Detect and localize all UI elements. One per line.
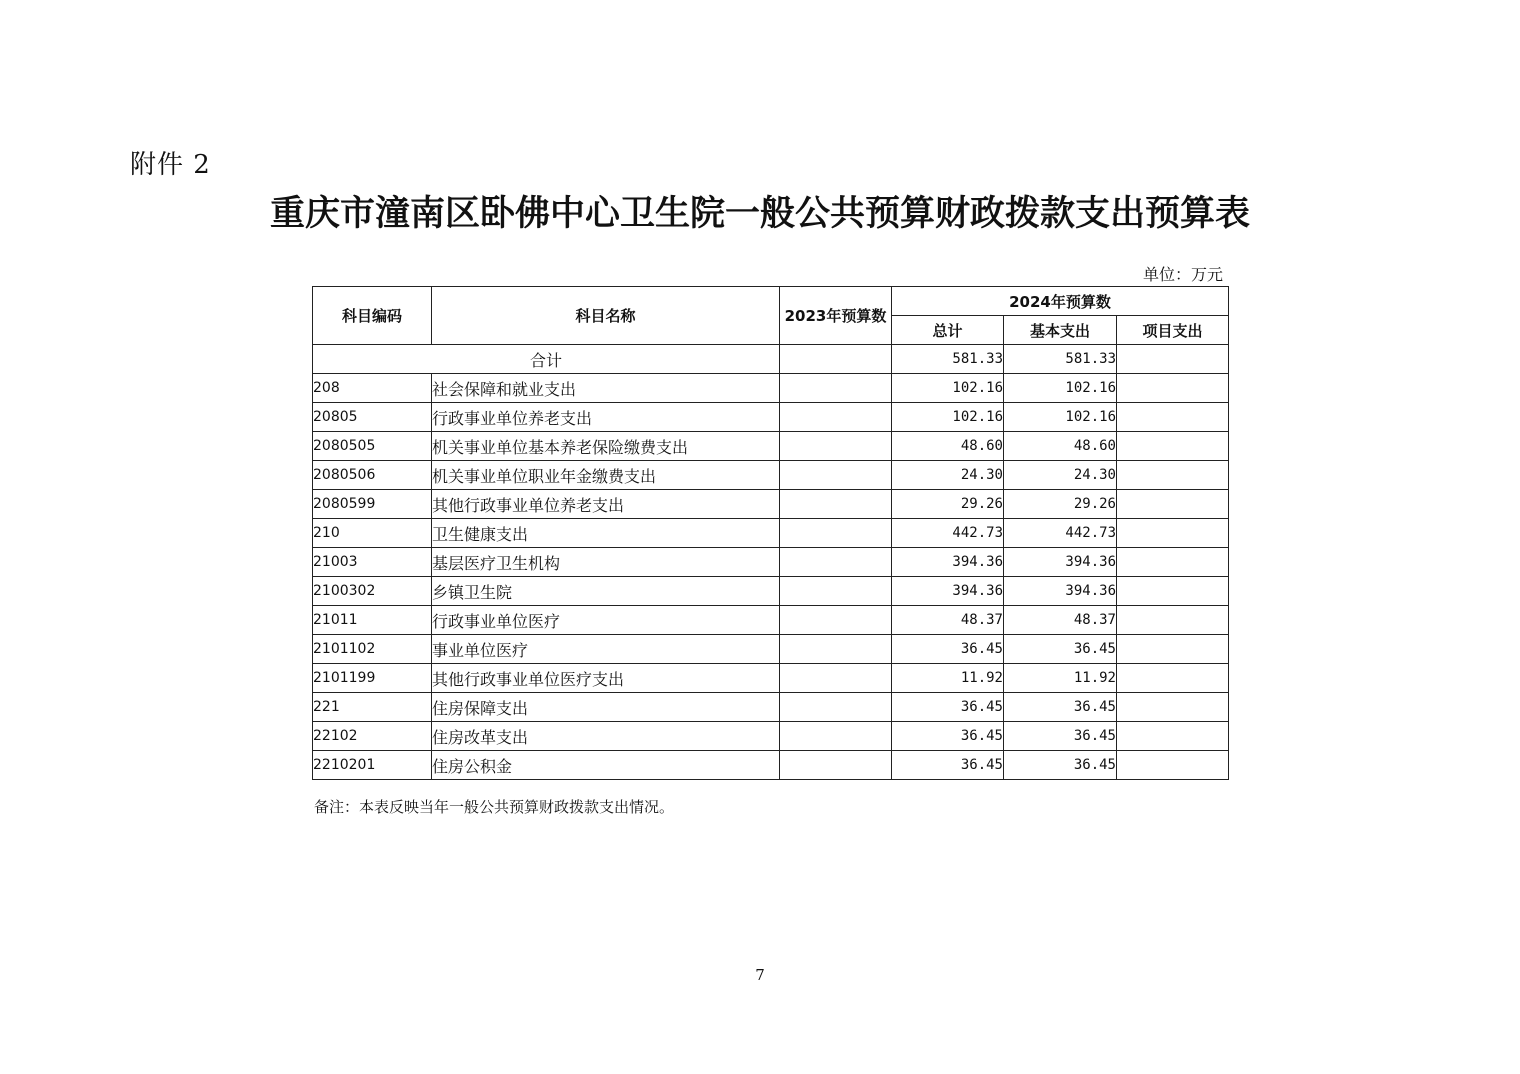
row-project: [1117, 577, 1229, 606]
row-prev: [780, 432, 892, 461]
row-basic: 24.30: [1004, 461, 1117, 490]
row-name: 住房公积金: [432, 751, 780, 780]
row-prev: [780, 722, 892, 751]
row-name: 行政事业单位医疗: [432, 606, 780, 635]
row-basic: 102.16: [1004, 374, 1117, 403]
table-row: [313, 722, 1229, 751]
row-name: 基层医疗卫生机构: [432, 548, 780, 577]
row-project: [1117, 635, 1229, 664]
header-total: 总计: [892, 316, 1004, 345]
row-basic: 102.16: [1004, 403, 1117, 432]
row-total: 48.37: [892, 606, 1004, 635]
total-project: [1117, 345, 1229, 374]
row-project: [1117, 461, 1229, 490]
attachment-label: 附件 2: [130, 150, 211, 180]
row-basic: 36.45: [1004, 722, 1117, 751]
row-prev: [780, 403, 892, 432]
table-row: [313, 548, 1229, 577]
row-total: 24.30: [892, 461, 1004, 490]
row-basic: 442.73: [1004, 519, 1117, 548]
total-basic: 581.33: [1004, 345, 1117, 374]
row-name: 机关事业单位职业年金缴费支出: [432, 461, 780, 490]
total-row: [313, 345, 1229, 374]
row-code: 210: [313, 519, 432, 548]
row-basic: 29.26: [1004, 490, 1117, 519]
row-project: [1117, 693, 1229, 722]
table-row: [313, 519, 1229, 548]
row-total: 11.92: [892, 664, 1004, 693]
header-project: 项目支出: [1117, 316, 1229, 345]
table-row: [313, 606, 1229, 635]
row-basic: 36.45: [1004, 751, 1117, 780]
row-name: 事业单位医疗: [432, 635, 780, 664]
table-row: [313, 751, 1229, 780]
row-prev: [780, 606, 892, 635]
table-row: [313, 664, 1229, 693]
row-prev: [780, 751, 892, 780]
row-name: 其他行政事业单位医疗支出: [432, 664, 780, 693]
table-row: [313, 635, 1229, 664]
row-name: 其他行政事业单位养老支出: [432, 490, 780, 519]
footnote: 备注：本表反映当年一般公共预算财政拨款支出情况。: [314, 798, 675, 816]
row-code: 2080505: [313, 432, 432, 461]
row-total: 36.45: [892, 751, 1004, 780]
row-prev: [780, 548, 892, 577]
row-code: 221: [313, 693, 432, 722]
table-row: [313, 374, 1229, 403]
row-basic: 48.60: [1004, 432, 1117, 461]
row-prev: [780, 374, 892, 403]
row-code: 2080506: [313, 461, 432, 490]
row-name: 乡镇卫生院: [432, 577, 780, 606]
page-number: 7: [755, 966, 765, 984]
row-prev: [780, 519, 892, 548]
row-prev: [780, 490, 892, 519]
row-name: 行政事业单位养老支出: [432, 403, 780, 432]
row-prev: [780, 461, 892, 490]
row-code: 2080599: [313, 490, 432, 519]
row-total: 102.16: [892, 403, 1004, 432]
row-name: 机关事业单位基本养老保险缴费支出: [432, 432, 780, 461]
row-prev: [780, 664, 892, 693]
row-code: 2101102: [313, 635, 432, 664]
row-project: [1117, 722, 1229, 751]
row-code: 208: [313, 374, 432, 403]
header-prev-year: 2023年预算数: [780, 287, 892, 345]
row-prev: [780, 577, 892, 606]
header-code: 科目编码: [313, 287, 432, 345]
unit-label: 单位：万元: [1142, 265, 1223, 284]
header-basic: 基本支出: [1004, 316, 1117, 345]
total-total: 581.33: [892, 345, 1004, 374]
table-row: [313, 693, 1229, 722]
header-name: 科目名称: [432, 287, 780, 345]
total-prev: [780, 345, 892, 374]
row-project: [1117, 374, 1229, 403]
header-curr-year: 2024年预算数: [892, 287, 1229, 316]
row-total: 48.60: [892, 432, 1004, 461]
row-name: 住房改革支出: [432, 722, 780, 751]
budget-table: [312, 286, 1229, 780]
table-row: [313, 490, 1229, 519]
row-code: 2100302: [313, 577, 432, 606]
row-project: [1117, 519, 1229, 548]
row-project: [1117, 432, 1229, 461]
table-row: [313, 461, 1229, 490]
row-basic: 36.45: [1004, 635, 1117, 664]
row-basic: 48.37: [1004, 606, 1117, 635]
row-code: 2101199: [313, 664, 432, 693]
row-name: 社会保障和就业支出: [432, 374, 780, 403]
row-basic: 36.45: [1004, 693, 1117, 722]
total-label: 合计: [313, 345, 780, 374]
row-name: 卫生健康支出: [432, 519, 780, 548]
row-basic: 11.92: [1004, 664, 1117, 693]
row-total: 102.16: [892, 374, 1004, 403]
row-name: 住房保障支出: [432, 693, 780, 722]
row-basic: 394.36: [1004, 548, 1117, 577]
row-code: 22102: [313, 722, 432, 751]
row-total: 394.36: [892, 548, 1004, 577]
row-prev: [780, 635, 892, 664]
row-project: [1117, 751, 1229, 780]
row-project: [1117, 548, 1229, 577]
row-total: 442.73: [892, 519, 1004, 548]
document-title: 重庆市潼南区卧佛中心卫生院一般公共预算财政拨款支出预算表: [269, 193, 1250, 234]
row-project: [1117, 403, 1229, 432]
row-code: 2210201: [313, 751, 432, 780]
table-row: [313, 577, 1229, 606]
row-project: [1117, 606, 1229, 635]
table-row: [313, 403, 1229, 432]
row-project: [1117, 490, 1229, 519]
row-total: 29.26: [892, 490, 1004, 519]
row-total: 394.36: [892, 577, 1004, 606]
row-total: 36.45: [892, 693, 1004, 722]
row-total: 36.45: [892, 635, 1004, 664]
row-project: [1117, 664, 1229, 693]
row-total: 36.45: [892, 722, 1004, 751]
table-row: [313, 432, 1229, 461]
row-code: 21003: [313, 548, 432, 577]
row-code: 21011: [313, 606, 432, 635]
row-basic: 394.36: [1004, 577, 1117, 606]
row-prev: [780, 693, 892, 722]
row-code: 20805: [313, 403, 432, 432]
